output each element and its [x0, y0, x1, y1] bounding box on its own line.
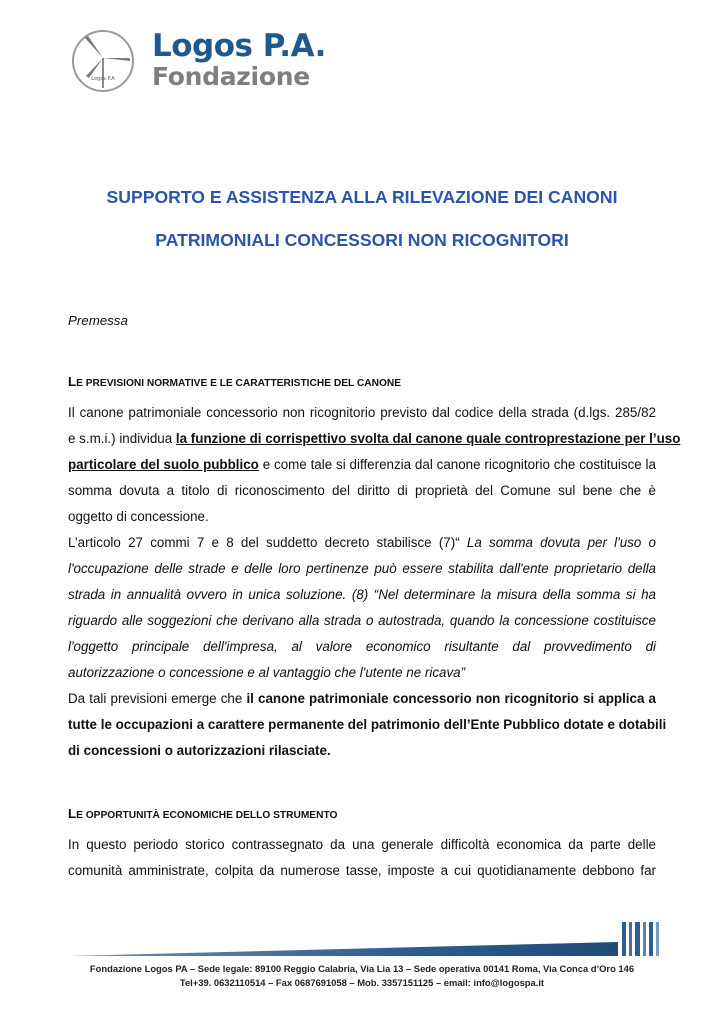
paragraph-line: Il canone patrimoniale concessorio non ricognitorio previsto dal codice della strada (d.lgs. 285/82	[68, 405, 656, 420]
paragraph-line	[68, 426, 681, 452]
footer-decorative-bar	[70, 918, 660, 958]
section-heading-opportunita	[68, 806, 337, 821]
text-run: e come tale si differenzia dal canone ricognitorio che costituisce la	[258, 457, 656, 472]
paragraph-line: comunità amministrate, colpita da numerose tasse, imposte a cui quotidianamente debbono far	[68, 863, 656, 878]
text-run: e s.m.i.) individua	[68, 431, 176, 446]
bold-emphasis: il canone patrimoniale concessorio non ricognitorio si applica a	[246, 691, 656, 706]
footer-address: Fondazione Logos PA – Sede legale: 89100 Reggio Calabria, Via Lia 13 – Sede operativa 00141 Roma, Via Conca d’Oro 146	[89, 963, 635, 974]
quoted-line: riguardo alle soggezioni che derivano alla strada o autostrada, quando la concessione costituisce	[68, 613, 656, 628]
logo-line2: Fondazione	[152, 62, 310, 91]
premessa-label: Premessa	[68, 313, 128, 328]
section-heading-initial: L	[68, 806, 77, 821]
logo-turbine-icon	[68, 28, 138, 94]
section-heading-initial: L	[68, 374, 77, 389]
section-heading-rest: E OPPORTUNITÀ ECONOMICHE DELLO STRUMENTO	[76, 810, 338, 821]
paragraph-line: oggetto di concessione.	[68, 509, 209, 524]
paragraph-line	[68, 452, 656, 478]
text-run: Da tali previsioni emerge che	[68, 691, 247, 706]
paragraph-line	[68, 686, 656, 712]
quoted-line: autorizzazione o concessione e al vantaggio che l'utente ne ricava”	[68, 665, 466, 680]
underlined-emphasis: particolare del suolo pubblico	[68, 457, 259, 472]
underlined-emphasis: la funzione di corrispettivo svolta dal canone quale controprestazione per l’uso	[175, 431, 681, 446]
section-heading-previsioni	[68, 374, 401, 389]
paragraph-line	[68, 530, 656, 556]
quoted-text: La somma dovuta per l'uso o	[466, 535, 656, 550]
bold-line: tutte le occupazioni a carattere permanente del patrimonio dell’Ente Pubblico dotate e dotabili	[68, 717, 667, 732]
logo-wordmark	[152, 30, 326, 91]
quoted-line: l'occupazione delle strade e delle loro pertinenze può essere stabilita dall'ente proprietario della	[68, 561, 656, 576]
section-body-previsioni	[68, 400, 681, 764]
paragraph-line: In questo periodo storico contrassegnato da una generale difficoltà economica da parte delle	[68, 837, 656, 852]
quoted-line: l'oggetto principale dell'impresa, al valore economico risultante dal provvedimento di	[68, 639, 656, 654]
footer-contacts: Tel+39. 0632110514 – Fax 0687691058 – Mob. 3357151125 – email: info@logospa.it	[179, 977, 545, 988]
paragraph-line: somma dovuta a titolo di riconoscimento del diritto di proprietà del Comune sul bene che è	[68, 483, 656, 498]
document-title-line1: SUPPORTO E ASSISTENZA ALLA RILEVAZIONE DEI CANONI	[106, 187, 618, 207]
logo-line1: Logos P.A.	[152, 28, 326, 64]
text-run: L’articolo 27 commi 7 e 8 del suddetto decreto stabilisce (7)“	[68, 535, 467, 550]
document-title-line2: PATRIMONIALI CONCESSORI NON RICOGNITORI	[155, 230, 569, 250]
section-body-opportunita	[68, 832, 656, 884]
header-logo	[68, 28, 328, 98]
svg-text:Logos P.A: Logos P.A	[91, 76, 115, 82]
bold-line: di concessioni o autorizzazioni rilasciate.	[68, 743, 331, 758]
quoted-line: strada in annualità ovvero in unica soluzione. (8) “Nel determinare la misura della somma si ha	[68, 587, 656, 602]
section-heading-rest: E PREVISIONI NORMATIVE E LE CARATTERISTICHE DEL CANONE	[76, 378, 402, 389]
